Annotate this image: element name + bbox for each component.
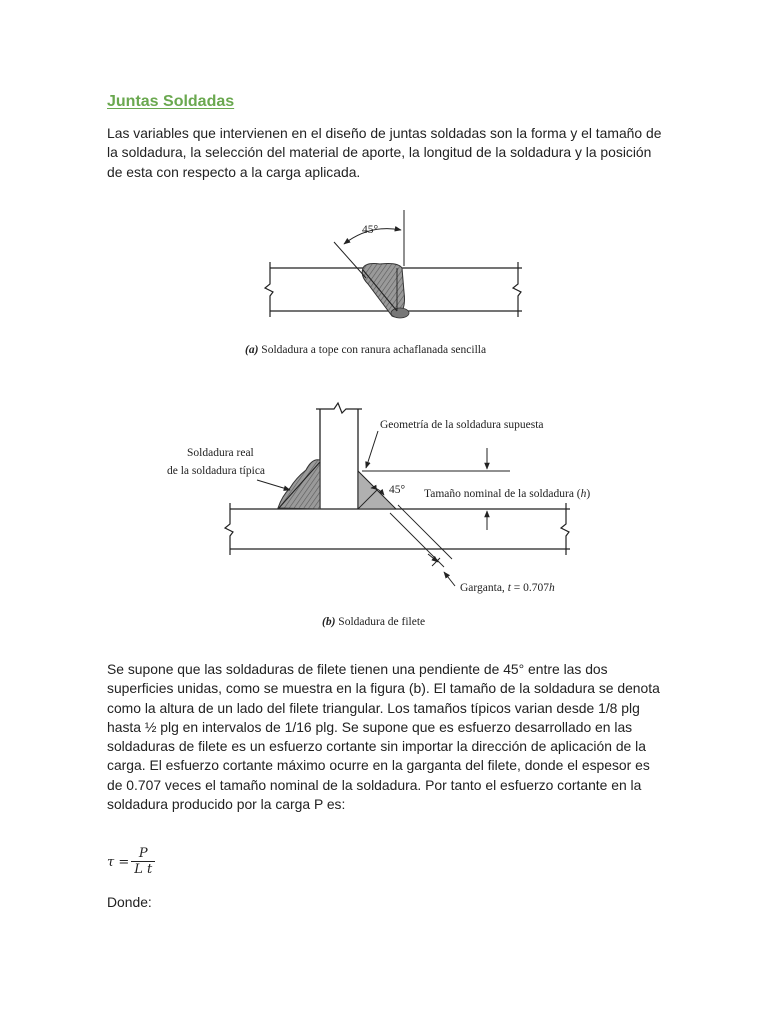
figure-a-butt-weld — [245, 210, 522, 356]
intro-paragraph: Las variables que intervienen en el diseño de juntas soldadas son la forma y el tamaño de la soldadura, la selección del material de aporte, la longitud de la soldadura y la posición de esta con respecto a la carga aplicada. — [107, 125, 662, 180]
figure-a-angle-label: 45° — [362, 224, 379, 236]
formula-lhs: τ = — [107, 854, 130, 870]
section-heading: Juntas Soldadas — [107, 93, 235, 110]
formula-fraction — [131, 846, 155, 878]
figure-b-caption: (b) Soldadura de filete — [322, 616, 426, 628]
body-paragraph: Se supone que las soldaduras de filete tienen una pendiente de 45° entre las dos superficies unidas, como se muestra en la figura (b). El tamaño de la soldadura se denota como la altura de un lado del filete triangular. Los tamaños típicos varian desde 1/8 plg hasta ½ plg en intervalos de 1/16 plg. Se supone que es esfuerzo desarrollado en las soldaduras de filete es un esfuerzo cortante sin importar la dirección de aplicación de la carga. El esfuerzo cortante máximo ocurre en la garganta del filete, donde el espesor es de 0.707 veces el tamaño nominal de la soldadura. Por tanto el esfuerzo cortante en la soldadura producido por la carga P es: — [107, 661, 660, 813]
throat-label: Garganta, t = 0.707h — [460, 582, 555, 594]
figure-a-caption: (a) Soldadura a tope con ranura achaflanada sencilla — [245, 344, 487, 356]
assumed-geometry-label: Geometría de la soldadura supuesta — [380, 419, 544, 431]
figure-b-fillet-weld — [167, 403, 590, 628]
real-weld-label-line-2: de la soldadura típica — [167, 465, 266, 477]
nominal-size-label: Tamaño nominal de la soldadura (h) — [424, 488, 591, 500]
formula-numerator: P — [138, 846, 148, 861]
formula-denominator: L t — [131, 861, 155, 878]
figure-b-angle-label: 45° — [389, 484, 406, 496]
shear-stress-formula — [107, 846, 155, 878]
donde-label: Donde: — [107, 894, 152, 910]
real-weld-label-line-1: Soldadura real — [187, 447, 254, 459]
